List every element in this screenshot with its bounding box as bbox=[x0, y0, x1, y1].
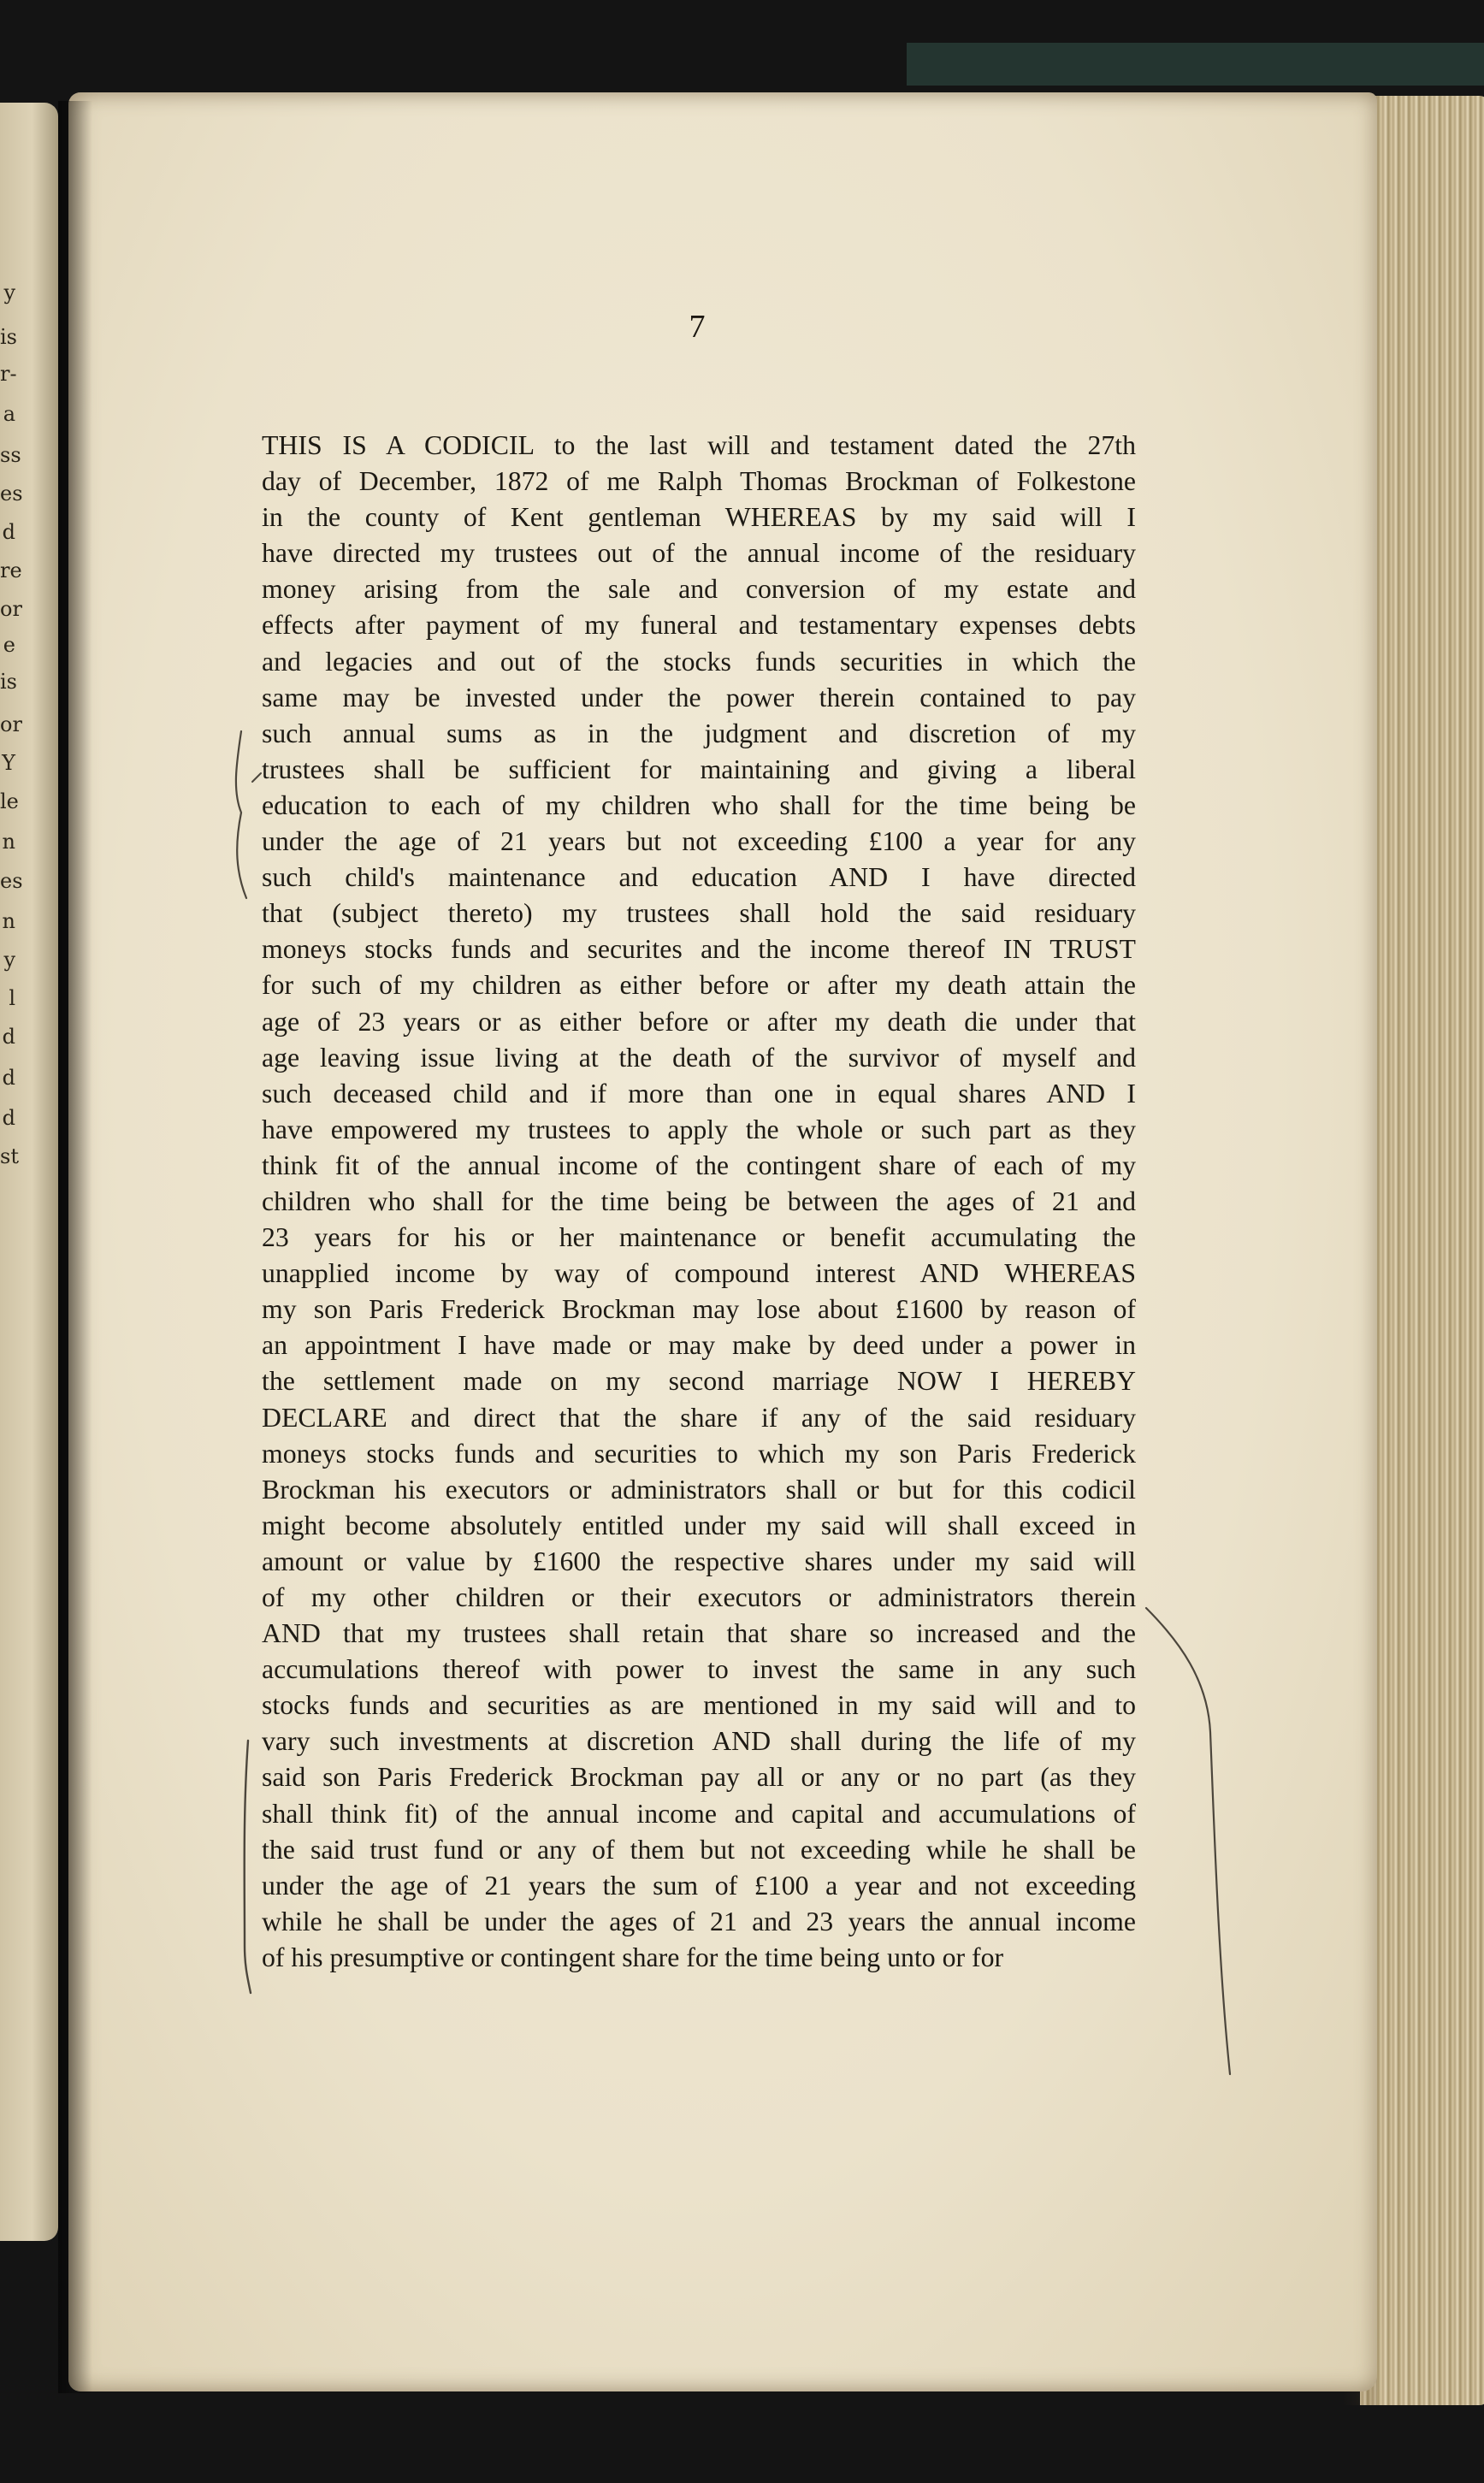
facing-page-fragment: or bbox=[0, 597, 22, 621]
text-line: such annual sums as in the judgment and discretion of my bbox=[262, 718, 1136, 748]
text-line: DECLARE and direct that the share if any of the said residuary bbox=[262, 1402, 1136, 1433]
facing-page-fragment: is bbox=[0, 670, 17, 694]
facing-page-fragment: d bbox=[2, 1025, 15, 1049]
text-line: THIS IS A CODICIL to the last will and testament dated the 27th bbox=[262, 430, 1136, 460]
text-line: children who shall for the time being be between the ages of 21 and bbox=[262, 1185, 1136, 1216]
text-line: trustees shall be sufficient for maintaining and giving a liberal bbox=[262, 754, 1136, 784]
text-line: shall think fit) of the annual income and capital and accumulations of bbox=[262, 1798, 1136, 1829]
text-line: have empowered my trustees to apply the whole or such part as they bbox=[262, 1114, 1136, 1144]
text-line: effects after payment of my funeral and testamentary expenses debts bbox=[262, 610, 1136, 641]
page-number: 7 bbox=[689, 309, 706, 345]
facing-page-fragment: n bbox=[2, 830, 15, 854]
facing-page-fragment: a bbox=[3, 402, 15, 426]
facing-page-fragment: is bbox=[0, 325, 17, 349]
text-line: amount or value by £1600 the respective shares under my said will bbox=[262, 1546, 1136, 1576]
text-line: such deceased child and if more than one in equal shares AND I bbox=[262, 1078, 1136, 1108]
text-line: accumulations thereof with power to invest the same in any such bbox=[262, 1654, 1136, 1685]
facing-page-fragment: e bbox=[3, 633, 15, 657]
facing-page-fragment: Y bbox=[2, 751, 15, 775]
text-line: the settlement made on my second marriage NOW I HEREBY bbox=[262, 1366, 1136, 1397]
facing-page-fragment: ss bbox=[0, 443, 21, 467]
text-line: for such of my children as either before or after my death attain the bbox=[262, 970, 1136, 1001]
text-line: vary such investments at discretion AND shall during the life of my bbox=[262, 1726, 1136, 1757]
facing-page-fragment: st bbox=[0, 1144, 19, 1168]
gutter-shadow bbox=[58, 101, 92, 2393]
text-line: while he shall be under the ages of 21 and 23 years the annual income bbox=[262, 1906, 1136, 1936]
facing-page-fragment: re bbox=[0, 559, 22, 582]
text-line: age of 23 years or as either before or after my death die under that bbox=[262, 1006, 1136, 1037]
facing-page-fragment: n bbox=[2, 909, 15, 933]
facing-page-fragment: d bbox=[2, 520, 15, 544]
text-line: moneys stocks funds and securites and the income thereof IN TRUST bbox=[262, 934, 1136, 965]
facing-page-fragment: d bbox=[2, 1066, 15, 1090]
facing-page-edge bbox=[0, 103, 58, 2241]
text-line: that (subject thereto) my trustees shall hold the said residuary bbox=[262, 898, 1136, 929]
facing-page-fragment: r- bbox=[0, 362, 17, 386]
text-line: and legacies and out of the stocks funds securities in which the bbox=[262, 646, 1136, 677]
text-line: day of December, 1872 of me Ralph Thomas Brockman of Folkestone bbox=[262, 466, 1136, 497]
facing-page-fragment: y bbox=[3, 948, 15, 972]
text-line: of my other children or their executors or administrators therein bbox=[262, 1582, 1136, 1612]
green-cloth-strip bbox=[907, 43, 1484, 86]
text-line: unapplied income by way of compound interest AND WHEREAS bbox=[262, 1258, 1136, 1289]
text-line: same may be invested under the power therein contained to pay bbox=[262, 682, 1136, 712]
text-line: AND that my trustees shall retain that share so increased and the bbox=[262, 1618, 1136, 1649]
text-line: education to each of my children who shall for the time being be bbox=[262, 789, 1136, 820]
facing-page-fragment: or bbox=[0, 712, 22, 736]
facing-page-fragment: es bbox=[0, 482, 23, 505]
text-line: my son Paris Frederick Brockman may lose about £1600 by reason of bbox=[262, 1294, 1136, 1325]
text-line: age leaving issue living at the death of the survivor of myself and bbox=[262, 1042, 1136, 1073]
text-line: under the age of 21 years but not exceeding £100 a year for any bbox=[262, 826, 1136, 857]
facing-page-fragment: d bbox=[2, 1106, 15, 1130]
text-line: in the county of Kent gentleman WHEREAS by my said will I bbox=[262, 502, 1136, 533]
facing-page-fragment: le bbox=[0, 789, 19, 813]
codicil-text bbox=[262, 428, 1136, 1976]
text-line: such child's maintenance and education AND I have directed bbox=[262, 862, 1136, 893]
text-line: an appointment I have made or may make by deed under a power in bbox=[262, 1330, 1136, 1361]
facing-page-fragment: y bbox=[3, 281, 15, 304]
text-line: of his presumptive or contingent share for the time being unto or for bbox=[262, 1942, 1004, 1972]
text-line: think fit of the annual income of the contingent share of each of my bbox=[262, 1150, 1136, 1180]
text-line: said son Paris Frederick Brockman pay all or any or no part (as they bbox=[262, 1762, 1136, 1793]
page-block-edges bbox=[1360, 96, 1484, 2405]
text-line: Brockman his executors or administrators shall or but for this codicil bbox=[262, 1474, 1136, 1505]
text-line: 23 years for his or her maintenance or benefit accumulating the bbox=[262, 1222, 1136, 1253]
text-line: have directed my trustees out of the annual income of the residuary bbox=[262, 538, 1136, 569]
text-line: under the age of 21 years the sum of £100 a year and not exceeding bbox=[262, 1870, 1136, 1901]
facing-page-fragment: l bbox=[9, 986, 15, 1010]
text-line: the said trust fund or any of them but not exceeding while he shall be bbox=[262, 1834, 1136, 1865]
text-line: stocks funds and securities as are mentioned in my said will and to bbox=[262, 1690, 1136, 1721]
text-line: money arising from the sale and conversion of my estate and bbox=[262, 574, 1136, 605]
text-line: moneys stocks funds and securities to which my son Paris Frederick bbox=[262, 1438, 1136, 1469]
text-line: might become absolutely entitled under my said will shall exceed in bbox=[262, 1510, 1136, 1540]
facing-page-fragment: es bbox=[0, 869, 23, 893]
